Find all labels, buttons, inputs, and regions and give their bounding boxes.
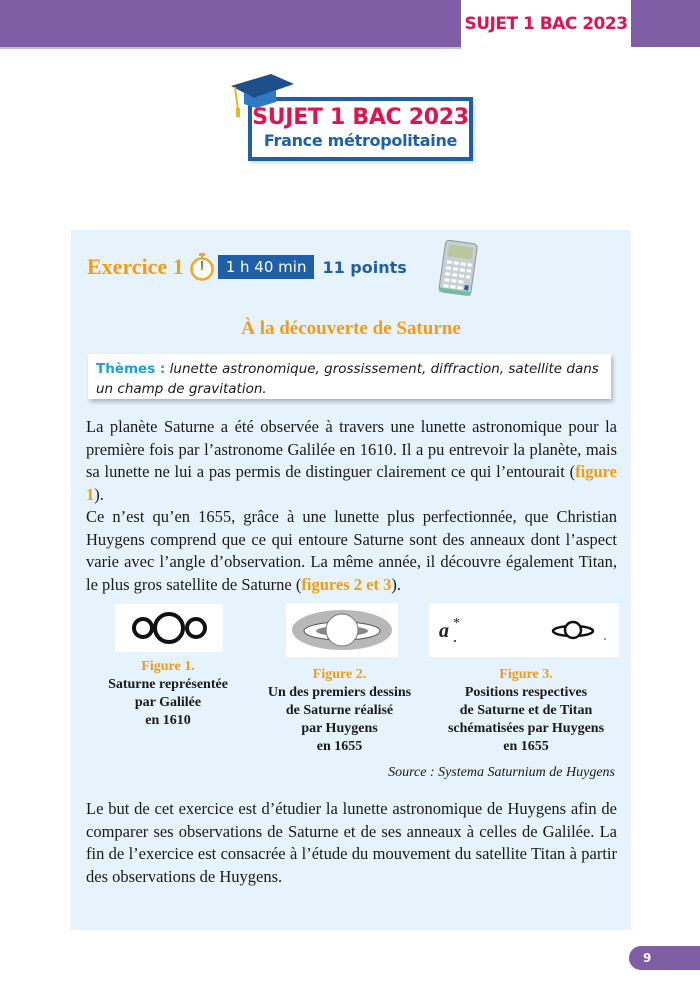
- figure-1-reference: figure 1: [86, 462, 617, 504]
- graduation-cap-icon: [226, 72, 296, 120]
- header-divider: [0, 47, 461, 49]
- figure-2-caption: [257, 666, 422, 756]
- figure-3-image: [429, 603, 619, 657]
- caption-line: Positions respectives: [464, 685, 588, 700]
- themes-label: Thèmes :: [96, 361, 166, 377]
- figure-source: Source : Systema Saturnium de Huygens: [388, 765, 615, 780]
- figures-2-3-reference: figures 2 et 3: [301, 574, 392, 594]
- caption-line: de Saturne réalisé: [285, 703, 394, 718]
- goal-paragraph: Le but de cet exercice est d’étudier la lunette astronomique de Huygens afin de comparer ses observations de Saturne et de ses anneaux à celles de Galilée. La fin de l’exercice est consacrée à l’étude du mouvement du satellite Titan à partir des observations de Huygens.: [86, 799, 617, 886]
- caption-line: Saturne représentée: [108, 677, 228, 692]
- caption-line: Un des premiers dessins: [267, 685, 412, 700]
- svg-text:*: *: [453, 616, 460, 631]
- figure-1-caption: [93, 658, 243, 730]
- paragraph-end: ).: [94, 484, 104, 504]
- paragraph-text: Ce n’est qu’en 1655, grâce à une lunette plus perfectionnée, que Christian Huygens comprend que ce qui entoure Saturne sont des anneaux dont l’aspect varie avec l’angle d’observation. La même année, il découvre également Titan, le plus gros satellite de Saturne (: [86, 507, 617, 594]
- exercise-subtitle: À la découverte de Saturne: [241, 318, 461, 339]
- figure-3-label: Figure 3.: [499, 667, 553, 682]
- calculator-icon: [438, 240, 480, 298]
- caption-line: de Saturne et de Titan: [459, 703, 593, 718]
- title-line-1: SUJET 1 BAC 2023: [252, 105, 469, 130]
- page-number: 9: [629, 946, 700, 970]
- header-tab-label: SUJET 1 BAC 2023: [461, 0, 631, 47]
- svg-text:a: a: [439, 620, 449, 642]
- figure-1-image: [115, 604, 223, 652]
- figure-3-caption: [431, 666, 621, 756]
- caption-line: schématisées par Huygens: [447, 721, 605, 736]
- paragraph-text: La planète Saturne a été observée à travers une lunette astronomique pour la première fois par l’astronome Galilée en 1610. Il a pu entrevoir la planète, mais sa lunette ne lui a pas permis de distinguer clairement ce qui l’entourait (: [86, 417, 617, 481]
- exercise-header: [87, 253, 407, 281]
- caption-line: par Huygens: [301, 721, 378, 736]
- figure-1-label: Figure 1.: [141, 659, 195, 674]
- figure-2-image: [286, 603, 398, 657]
- caption-line: par Galilée: [134, 695, 202, 710]
- caption-line: en 1610: [145, 713, 191, 728]
- points-label: 11 points: [322, 257, 407, 277]
- caption-line: en 1655: [316, 739, 363, 754]
- themes-text: lunette astronomique, grossissement, diffraction, satellite dans un champ de gravitation.: [96, 361, 599, 397]
- caption-line: en 1655: [503, 739, 549, 754]
- duration-badge: 1 h 40 min: [218, 255, 315, 279]
- exercise-title: Exercice 1: [87, 254, 184, 279]
- exercise-panel: [71, 230, 631, 930]
- paragraph-end: ).: [391, 574, 401, 594]
- title-line-2: France métropolitaine: [263, 131, 458, 150]
- intro-paragraph-1: [86, 416, 617, 506]
- stopwatch-icon: [190, 253, 214, 281]
- themes-box: [88, 354, 611, 399]
- figure-2-label: Figure 2.: [312, 667, 367, 682]
- intro-paragraph-2: [86, 506, 617, 596]
